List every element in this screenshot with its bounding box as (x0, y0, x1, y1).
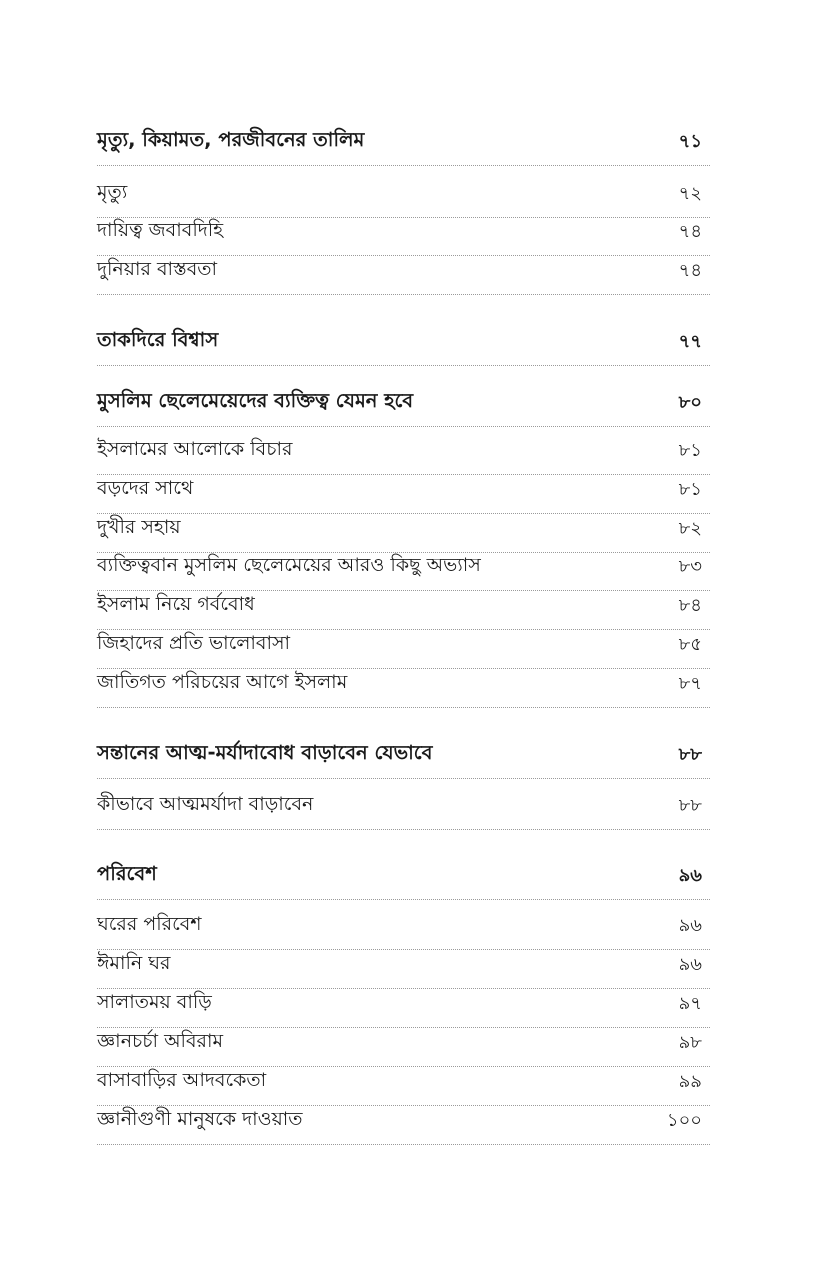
toc-entry[interactable] (97, 670, 710, 708)
toc-page-number: ৮৮ (678, 795, 702, 816)
toc-page-number: ৭৭ (678, 331, 702, 352)
toc-entry[interactable] (97, 515, 710, 553)
toc-entry[interactable] (97, 631, 710, 669)
toc-page-number: ৮৭ (678, 673, 702, 694)
toc-entry-title: জিহাদের প্রতি ভালোবাসা (97, 632, 291, 654)
toc-entry-title: বড়দের সাথে (97, 477, 194, 499)
toc-page-number: ৮৫ (678, 634, 702, 655)
toc-entry-title: বাসাবাড়ির আদবকেতা (97, 1069, 267, 1091)
toc-entry[interactable] (97, 990, 710, 1028)
toc-entry[interactable] (97, 257, 710, 295)
toc-entry-title: ঈমানি ঘর (97, 952, 171, 974)
toc-entry-title: দুনিয়ার বাস্তবতা (97, 258, 218, 280)
toc-page-number: ৮৮ (678, 744, 702, 765)
toc-entry[interactable] (97, 218, 710, 256)
toc-page-number: ৮০ (678, 392, 702, 413)
toc-entry-title: জ্ঞানীগুণী মানুষকে দাওয়াত (97, 1108, 303, 1130)
toc-entry-title: ঘরের পরিবেশ (97, 913, 202, 935)
toc-heading-title: পরিবেশ (97, 862, 157, 885)
toc-entry-title: দুখীর সহায় (97, 516, 181, 538)
toc-page-number: ৯৯ (678, 1071, 702, 1092)
toc-entry-title: কীভাবে আত্মমর্যাদা বাড়াবেন (97, 793, 314, 815)
toc-heading[interactable] (97, 389, 710, 427)
toc-page-number: ৭১ (678, 131, 702, 152)
toc-entry-title: ব্যক্তিত্ববান মুসলিম ছেলেমেয়ের আরও কিছু অভ্যাস (97, 554, 481, 576)
toc-entry[interactable] (97, 553, 710, 591)
toc-entry[interactable] (97, 912, 710, 950)
toc-entry-title: দায়িত্ব জবাবদিহি (97, 219, 224, 241)
toc-entry-title: জাতিগত পরিচয়ের আগে ইসলাম (97, 671, 348, 693)
toc-heading[interactable] (97, 328, 710, 366)
toc-heading-title: মৃত্যু, কিয়ামত, পরজীবনের তালিম (97, 128, 365, 151)
toc-entry-title: সালাতময় বাড়ি (97, 991, 212, 1013)
toc-page-number: ৭৪ (678, 260, 702, 281)
toc-entry[interactable] (97, 951, 710, 989)
toc-entry[interactable] (97, 180, 710, 218)
toc-page-number: ৯৭ (678, 993, 702, 1014)
toc-page-number: ৭২ (678, 183, 702, 204)
toc-page-number: ৮১ (678, 440, 702, 461)
toc-entry-title: ইসলামের আলোকে বিচার (97, 438, 293, 460)
toc-page-number: ৭৪ (678, 221, 702, 242)
toc-page-number: ৮৪ (678, 595, 702, 616)
toc-heading-title: সন্তানের আত্ম-মর্যাদাবোধ বাড়াবেন যেভাবে (97, 741, 433, 764)
toc-heading[interactable] (97, 741, 710, 779)
toc-entry-title: ইসলাম নিয়ে গর্ববোধ (97, 593, 255, 615)
toc-entry-title: জ্ঞানচর্চা অবিরাম (97, 1030, 224, 1052)
toc-entry[interactable] (97, 1068, 710, 1106)
toc-page-number: ৯৬ (678, 915, 702, 936)
toc-entry[interactable] (97, 1107, 710, 1145)
toc-entry[interactable] (97, 1029, 710, 1067)
toc-page-number: ৯৬ (678, 865, 702, 886)
toc-entry[interactable] (97, 476, 710, 514)
toc-page-number: ৮৩ (678, 556, 702, 577)
toc-page-number: ১০০ (666, 1110, 702, 1131)
toc-entry[interactable] (97, 792, 710, 830)
toc-heading-title: মুসলিম ছেলেমেয়েদের ব্যক্তিত্ব যেমন হবে (97, 389, 414, 412)
toc-page-number: ৮২ (678, 518, 702, 539)
toc-entry[interactable] (97, 592, 710, 630)
toc-page-number: ৯৬ (678, 954, 702, 975)
toc-entry[interactable] (97, 437, 710, 475)
toc-entry-title: মৃত্যু (97, 181, 128, 203)
toc-page-number: ৮১ (678, 479, 702, 500)
toc-page-number: ৯৮ (678, 1032, 702, 1053)
toc-heading-title: তাকদিরে বিশ্বাস (97, 328, 219, 351)
toc-heading[interactable] (97, 862, 710, 900)
toc-heading[interactable] (97, 128, 710, 166)
